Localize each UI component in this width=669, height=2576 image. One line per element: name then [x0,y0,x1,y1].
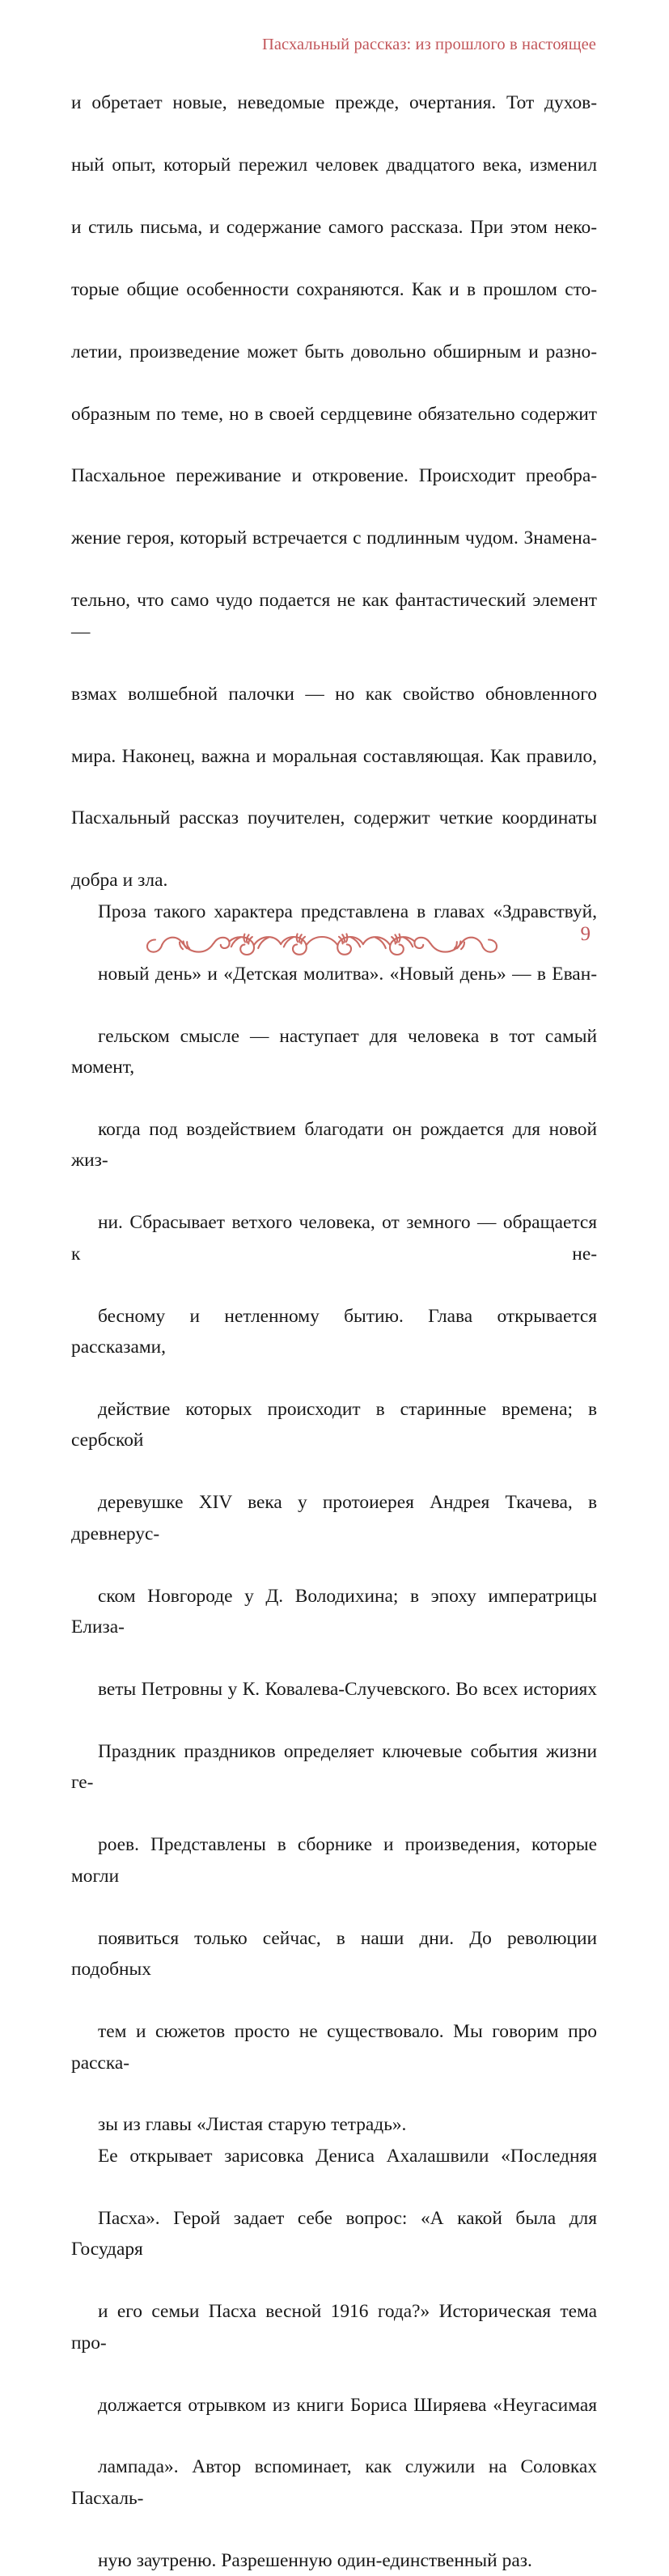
text-line: Ее открывает зарисовка Дениса Ахалашвили «Последняя [98,2145,597,2167]
text-line: и его семьи Пасха весной 1916 года?» Историческая тема про- [71,2301,597,2354]
text-line: деревушке XIV века у протоиерея Андрея Ткачева, в древнерус- [71,1492,597,1544]
text-line: Пасхальный рассказ поучителен, содержит четкие координаты [71,807,597,829]
text-line: тем и сюжетов просто не существовало. Мы говорим про расска- [71,2021,597,2074]
floral-flourish-ornament [144,921,500,958]
text-line: летии, произведение может быть довольно обширным и разно- [71,341,597,362]
text-line: Праздник праздников определяет ключевые события жизни ге- [71,1741,597,1794]
text-line: тельно, что само чудо подается не как фантастический элемент — [71,590,597,642]
text-line: лампада». Автор вспоминает, как служили на Соловках Пасхаль- [71,2456,597,2509]
text-line: жение героя, который встречается с подлинным чудом. Знамена- [71,527,597,549]
running-head: Пасхальный рассказ: из прошлого в настоящее [261,36,596,53]
text-line: Пасхальное переживание и откровение. Происходит преобра- [71,465,597,487]
paragraph [71,2141,597,2576]
text-line: гельском смысле — наступает для человека в тот самый момент, [71,1025,597,1078]
text-line: когда под воздействием благодати он рождается для новой жиз- [71,1118,597,1171]
text-line: Проза такого характера представлена в главах «Здравствуй, [98,900,597,922]
text-line: ный опыт, который пережил человек двадцатого века, изменил [71,154,597,176]
paragraph [71,87,597,896]
text-line: роев. Представлены в сборнике и произведения, которые могли [71,1834,597,1887]
text-line: торые общие особенности сохраняются. Как и в прошлом сто- [71,278,597,300]
text-line: ском Новгороде у Д. Володихина; в эпоху императрицы Елиза- [71,1585,597,1638]
text-line: действие которых происходит в старинные времена; в сербской [71,1399,597,1451]
text-line: мира. Наконец, важна и моральная составляющая. Как правило, [71,745,597,767]
body-text-block [71,87,597,2576]
page-footer [71,913,597,966]
text-line: взмах волшебной палочки — но как свойство обновленного [71,683,597,705]
text-line: зы из главы «Листая старую тетрадь». [98,2114,407,2136]
text-line: ную заутреню. Разрешенную один-единственный раз. [98,2549,532,2571]
text-line: бесному и нетленному бытию. Глава открывается рассказами, [71,1305,597,1358]
paragraph [71,896,597,2141]
text-line: веты Петровны у К. Ковалева-Случевского. Во всех историях [98,1679,597,1701]
text-line: появиться только сейчас, в наши дни. До революции подобных [71,1927,597,1981]
text-line: добра и зла. [71,870,168,892]
text-line: новый день» и «Детская молитва». «Новый день» — в Еван- [98,963,597,985]
text-line: должается отрывком из книги Бориса Ширяева «Неугасимая [98,2394,597,2416]
text-line: ни. Сбрасывает ветхого человека, от земного — обращается к не- [71,1212,597,1265]
page-number: 9 [580,923,591,945]
text-line: Пасха». Герой задает себе вопрос: «А какой была для Государя [71,2207,597,2260]
text-line: и стиль письма, и содержание самого рассказа. При этом неко- [71,216,597,238]
text-line: образным по теме, но в своей сердцевине обязательно содержит [71,403,597,425]
text-line: и обретает новые, неведомые прежде, очертания. Тот духов- [71,92,597,113]
